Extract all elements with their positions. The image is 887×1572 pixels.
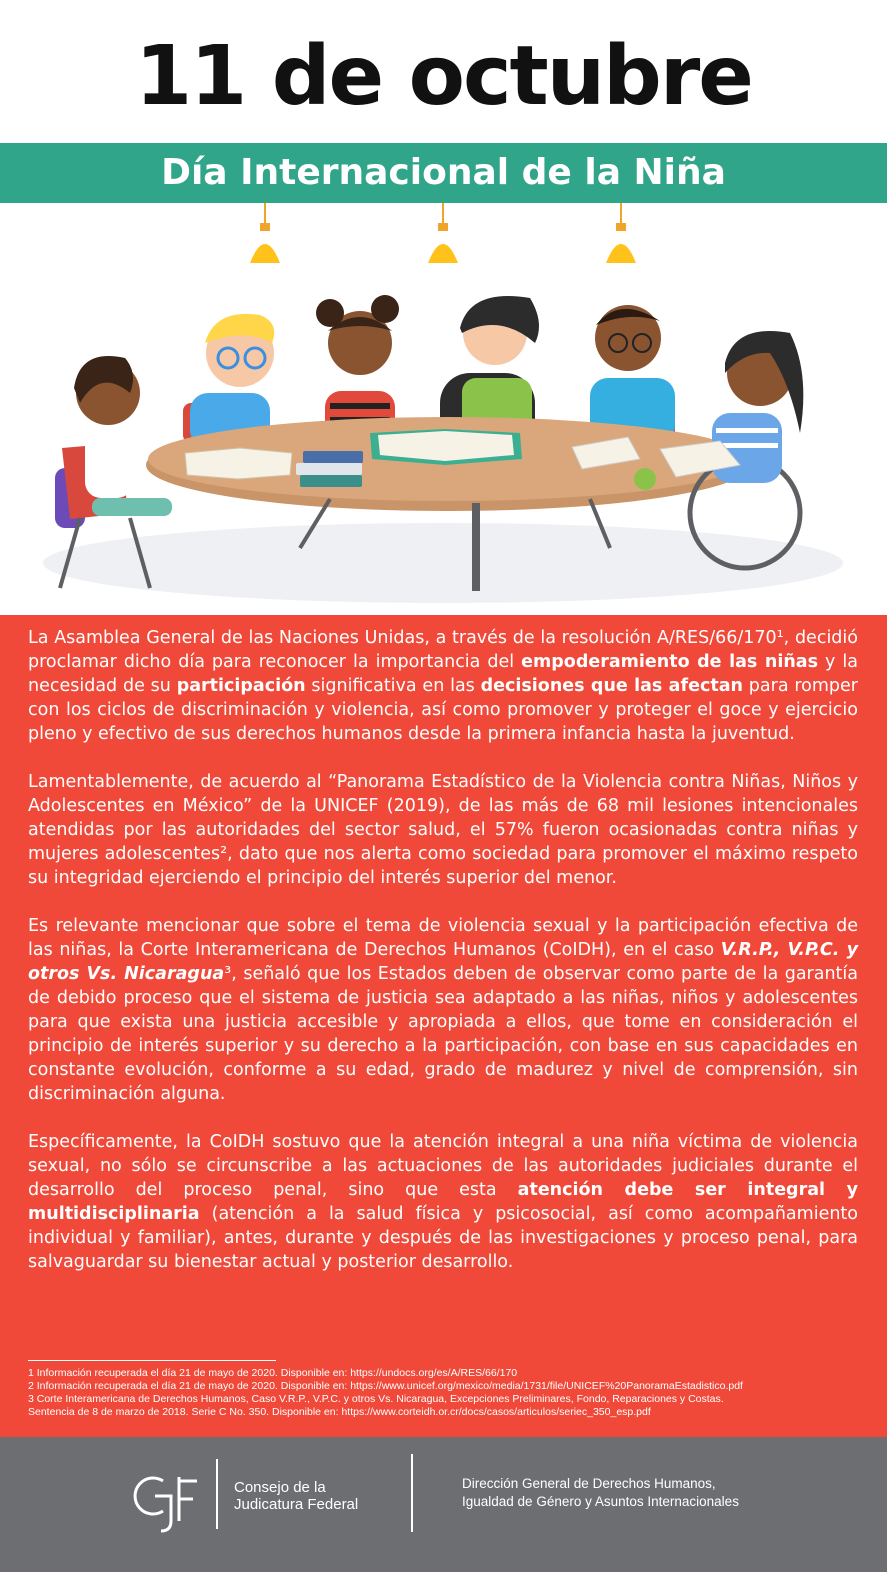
lamp-icon [428,203,458,263]
book-stack-icon [296,451,363,487]
footer [0,1437,887,1572]
page-title: 11 de octubre [135,29,752,124]
text-run: La Asamblea General de las Naciones Unidas, a través de la resolución A/RES/66/170¹, decidió proclamar dicho día para reconocer la importancia del [28,628,858,672]
cjf-logo-icon [125,1459,205,1539]
bold-run: atención debe ser integral y multidisciplinaria [28,1180,858,1224]
paragraph-3 [28,914,858,1106]
case-name: V.R.P., V.P.C. y otros Vs. Nicaragua [28,940,858,984]
paragraph-4 [28,1130,858,1274]
book-icon [370,429,522,465]
bold-run: decisiones que las afectan [480,676,743,696]
lamp-icon [250,203,280,263]
organization-name [234,1479,358,1513]
lamp-icon [606,203,636,263]
organization-line: Judicatura Federal [234,1496,359,1513]
bold-run: participación [176,676,306,696]
book-icon [185,448,292,479]
apple-icon [634,468,656,490]
footnote: 1 Información recuperada el día 21 de mayo de 2020. Disponible en: https://undocs.org/es/A/RES/66/170 [28,1367,518,1379]
children-reading-at-round-table-illustration [0,203,887,615]
text-run: para romper con los ciclos de discriminación y violencia, así como promover y proteger el goce y ejercicio pleno y efectivo de sus derechos humanos desde la primera infancia hasta la juventud. [28,676,858,744]
footnote: 3 Corte Interamericana de Derechos Humanos, Caso V.R.P., V.P.C. y otros Vs. Nicaragua, Excepciones Preliminares, Fondo, Reparaciones y Costas. [28,1393,724,1405]
text-run: significativa en las [305,676,481,696]
bold-run: empoderamiento de las niñas [521,652,819,672]
footer-divider [216,1459,218,1529]
paragraph-2: Lamentablemente, de acuerdo al “Panorama Estadístico de la Violencia contra Niñas, Niños y Adolescentes en México” de la UNICEF (2019), de las más de 68 mil lesiones intencionales atendidas por las autoridades del sector salud, el 57% fueron ocasionadas contra niñas y mujeres adolescentes², dato que nos alerta como sociedad para promover el máximo respeto su integridad ejerciendo el principio del interés superior del menor. [28,772,858,888]
subtitle-banner: Día Internacional de la Niña [0,143,887,203]
footer-divider [411,1454,413,1532]
text-run: ³, señaló que los Estados deben de observar como parte de la garantía de debido proceso que el sistema de justicia sea adaptado a las niñas, niños y adolescentes para que exista una justicia accesible y apropiada a ellos, que tome en consideración el principio de interés superior y su derecho a la participación, con base en sus capacidades en constante evolución, conforme a su edad, grado de madurez y nivel de comprensión, sin discriminación alguna. [28,964,859,1104]
footnote: Sentencia de 8 de marzo de 2018. Serie C No. 350. Disponible en: https://www.corteidh.or.cr/docs/casos/articulos/seriec_350_esp.pdf [28,1406,651,1418]
department-line: Dirección General de Derechos Humanos, [462,1476,716,1491]
body-text [28,626,858,1298]
text-run: (atención a la salud física y psicosocial, así como acompañamiento individual y familiar), antes, durante y después de las investigaciones y proceso penal, para salvaguardar su bienestar actual y posterior desarrollo. [28,1204,858,1272]
department-line: Igualdad de Género y Asuntos Internacionales [462,1494,739,1509]
footnote: 2 Información recuperada el día 21 de mayo de 2020. Disponible en: https://www.unicef.org/mexico/media/1731/file/UNICEF%20PanoramaEstadistico.pdf [28,1380,743,1392]
footnotes [28,1367,868,1419]
footnote-divider [28,1360,276,1361]
department-name [462,1475,739,1511]
paragraph-1 [28,626,858,746]
text-run: Es relevante mencionar que sobre el tema de violencia sexual y la participación efectiva de las niñas, la Corte Interamericana de Derechos Humanos (CoIDH), en el caso [28,916,858,960]
organization-line: Consejo de la [234,1479,326,1496]
text-run: Específicamente, la CoIDH sostuvo que la atención integral a una niña víctima de violencia sexual, no sólo se circunscribe a las actuaciones de las autoridades judiciales durante el desarrollo del proceso penal, sino que esta [28,1132,858,1200]
text-run: y la necesidad de su [28,652,858,696]
